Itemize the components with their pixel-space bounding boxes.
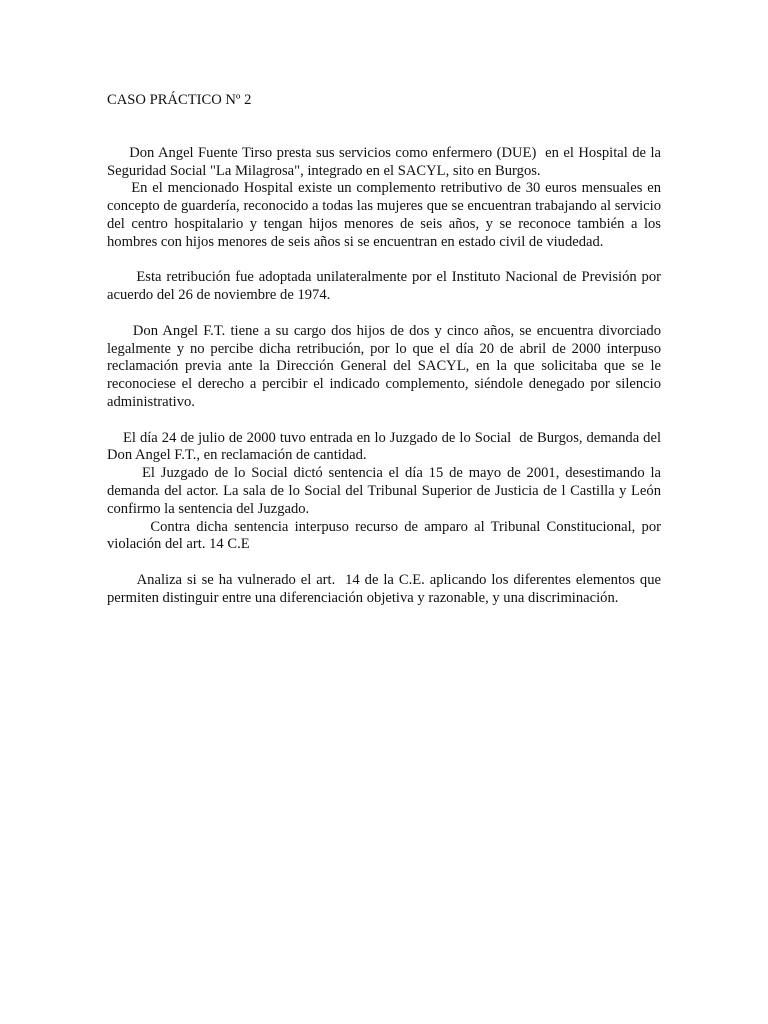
paragraph-1: Don Angel Fuente Tirso presta sus servicios como enfermero (DUE) en el Hospital de la Seguridad Social "La Milagrosa", integrado en el SACYL, sito en Burgos. bbox=[107, 144, 665, 179]
paragraph-6: El Juzgado de lo Social dictó sentencia el día 15 de mayo de 2001, desestimando la demanda del actor. La sala de lo Social del Tribunal Superior de Justicia de l Castilla y León confirmo la sentencia del Juzgado. bbox=[107, 465, 665, 517]
paragraph-2: En el mencionado Hospital existe un complemento retributivo de 30 euros mensuales en concepto de guardería, reconocido a todas las mujeres que se encuentran trabajando al servicio del centro hospitalario y tengan hijos menores de seis años, y se reconoce también a los hombres con hijos menores de seis años si se encuentran en estado civil de viudedad. bbox=[107, 180, 665, 250]
paragraph-4: Don Angel F.T. tiene a su cargo dos hijos de dos y cinco años, se encuentra divorciado legalmente y no percibe dicha retribución, por lo que el día 20 de abril de 2000 interpuso reclamación previa ante la Dirección General del SACYL, en la que solicitaba que se le reconociese el derecho a percibir el indicado complemento, siéndole denegado por silencio administrativo. bbox=[107, 322, 665, 410]
paragraph-5: El día 24 de julio de 2000 tuvo entrada en lo Juzgado de lo Social de Burgos, demanda del Don Angel F.T., en reclamación de cantidad. bbox=[107, 429, 665, 464]
paragraph-8: Analiza si se ha vulnerado el art. 14 de la C.E. aplicando los diferentes elementos que permiten distinguir entre una diferenciación objetiva y razonable, y una discriminación. bbox=[107, 571, 665, 606]
paragraph-7: Contra dicha sentencia interpuso recurso de amparo al Tribunal Constitucional, por violación del art. 14 C.E bbox=[107, 518, 665, 553]
document-title: CASO PRÁCTICO Nº 2 bbox=[107, 92, 252, 108]
paragraph-3: Esta retribución fue adoptada unilateralmente por el Instituto Nacional de Previsión por acuerdo del 26 de noviembre de 1974. bbox=[107, 269, 665, 304]
document-body bbox=[107, 92, 665, 608]
